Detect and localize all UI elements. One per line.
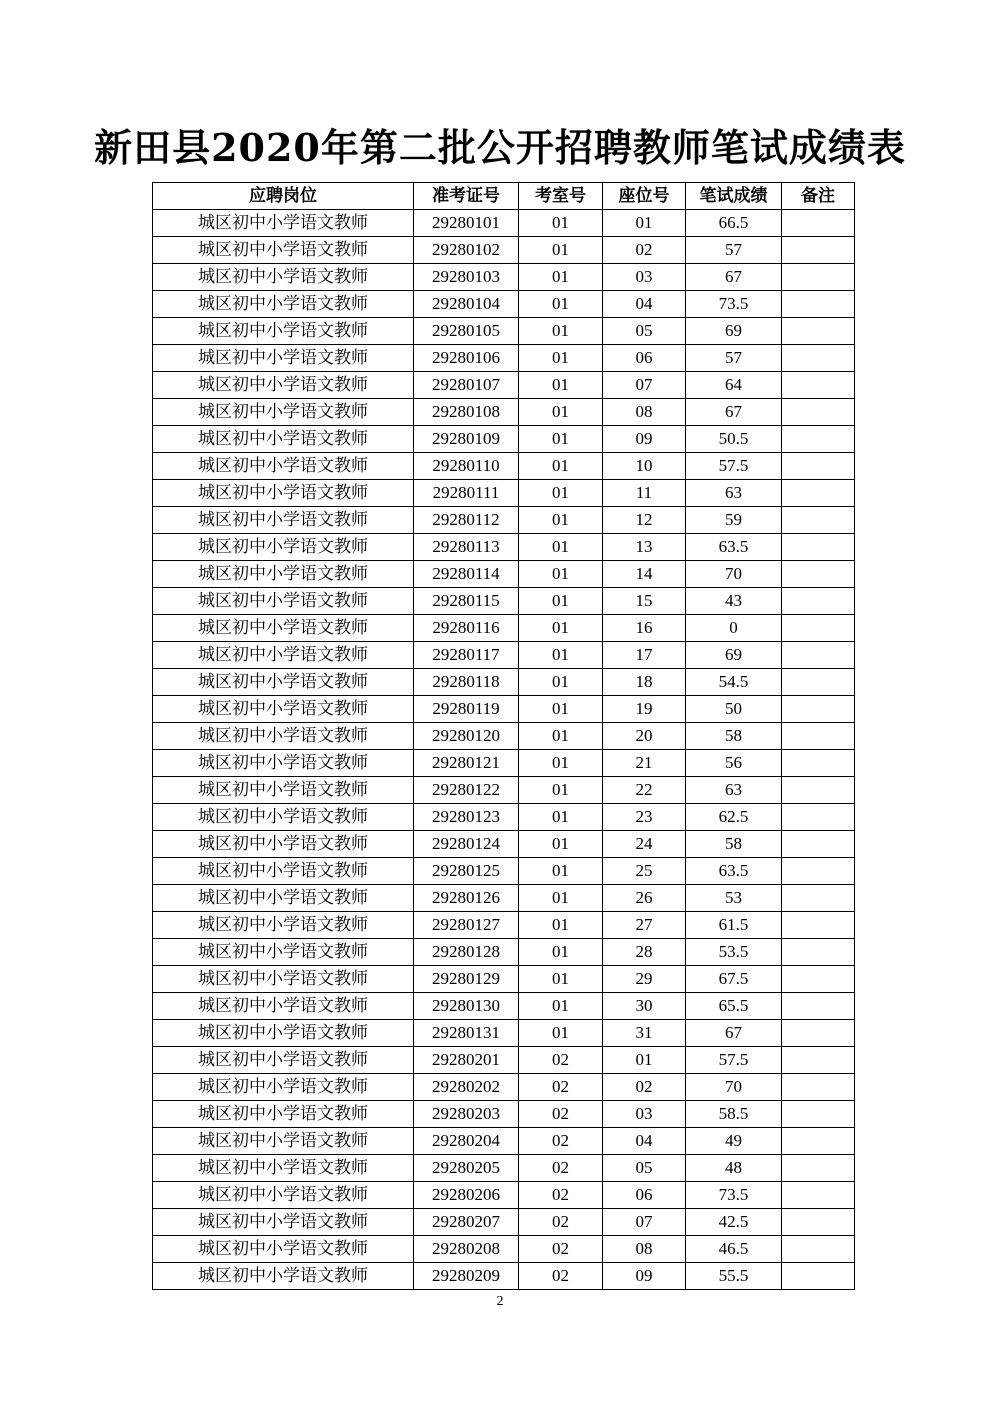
cell-written-score: 57 [686, 237, 782, 264]
cell-seat-number: 08 [603, 399, 686, 426]
header-position: 应聘岗位 [153, 183, 414, 210]
cell-position: 城区初中小学语文教师 [153, 534, 414, 561]
cell-written-score: 46.5 [686, 1236, 782, 1263]
cell-position: 城区初中小学语文教师 [153, 507, 414, 534]
cell-position: 城区初中小学语文教师 [153, 1236, 414, 1263]
cell-seat-number: 16 [603, 615, 686, 642]
table-row [153, 345, 855, 372]
cell-position: 城区初中小学语文教师 [153, 399, 414, 426]
cell-remarks [782, 669, 855, 696]
cell-seat-number: 07 [603, 1209, 686, 1236]
cell-remarks [782, 1101, 855, 1128]
cell-seat-number: 10 [603, 453, 686, 480]
table-row [153, 588, 855, 615]
table-row [153, 480, 855, 507]
cell-exam-room: 01 [519, 291, 603, 318]
cell-ticket-number: 29280205 [414, 1155, 519, 1182]
cell-seat-number: 03 [603, 264, 686, 291]
cell-position: 城区初中小学语文教师 [153, 588, 414, 615]
cell-exam-room: 01 [519, 345, 603, 372]
cell-seat-number: 04 [603, 291, 686, 318]
table-row [153, 210, 855, 237]
cell-exam-room: 02 [519, 1074, 603, 1101]
cell-position: 城区初中小学语文教师 [153, 804, 414, 831]
cell-exam-room: 01 [519, 534, 603, 561]
cell-remarks [782, 534, 855, 561]
cell-written-score: 70 [686, 1074, 782, 1101]
cell-position: 城区初中小学语文教师 [153, 1020, 414, 1047]
cell-written-score: 63 [686, 777, 782, 804]
cell-exam-room: 01 [519, 777, 603, 804]
header-ticket-number: 准考证号 [414, 183, 519, 210]
table-row [153, 1047, 855, 1074]
cell-position: 城区初中小学语文教师 [153, 1047, 414, 1074]
cell-ticket-number: 29280126 [414, 885, 519, 912]
cell-remarks [782, 696, 855, 723]
cell-written-score: 42.5 [686, 1209, 782, 1236]
table-row [153, 993, 855, 1020]
cell-remarks [782, 561, 855, 588]
table-row [153, 723, 855, 750]
cell-seat-number: 02 [603, 1074, 686, 1101]
cell-remarks [782, 291, 855, 318]
cell-position: 城区初中小学语文教师 [153, 318, 414, 345]
cell-exam-room: 01 [519, 1020, 603, 1047]
cell-ticket-number: 29280128 [414, 939, 519, 966]
cell-position: 城区初中小学语文教师 [153, 777, 414, 804]
table-row [153, 561, 855, 588]
cell-remarks [782, 210, 855, 237]
cell-remarks [782, 777, 855, 804]
table-row [153, 318, 855, 345]
cell-written-score: 73.5 [686, 291, 782, 318]
cell-position: 城区初中小学语文教师 [153, 1128, 414, 1155]
cell-ticket-number: 29280108 [414, 399, 519, 426]
cell-remarks [782, 237, 855, 264]
table-row [153, 399, 855, 426]
cell-exam-room: 02 [519, 1101, 603, 1128]
cell-ticket-number: 29280204 [414, 1128, 519, 1155]
cell-position: 城区初中小学语文教师 [153, 615, 414, 642]
cell-written-score: 61.5 [686, 912, 782, 939]
cell-seat-number: 28 [603, 939, 686, 966]
cell-exam-room: 01 [519, 750, 603, 777]
table-row [153, 507, 855, 534]
cell-position: 城区初中小学语文教师 [153, 345, 414, 372]
table-row [153, 1020, 855, 1047]
cell-remarks [782, 804, 855, 831]
cell-seat-number: 03 [603, 1101, 686, 1128]
cell-position: 城区初中小学语文教师 [153, 831, 414, 858]
cell-ticket-number: 29280123 [414, 804, 519, 831]
cell-position: 城区初中小学语文教师 [153, 561, 414, 588]
table-row [153, 1182, 855, 1209]
cell-exam-room: 02 [519, 1209, 603, 1236]
cell-position: 城区初中小学语文教师 [153, 966, 414, 993]
cell-exam-room: 01 [519, 318, 603, 345]
cell-remarks [782, 831, 855, 858]
cell-seat-number: 29 [603, 966, 686, 993]
cell-written-score: 67 [686, 399, 782, 426]
table-row [153, 426, 855, 453]
table-row [153, 939, 855, 966]
cell-remarks [782, 1236, 855, 1263]
cell-exam-room: 01 [519, 426, 603, 453]
cell-ticket-number: 29280111 [414, 480, 519, 507]
cell-written-score: 43 [686, 588, 782, 615]
cell-seat-number: 01 [603, 210, 686, 237]
cell-written-score: 56 [686, 750, 782, 777]
cell-remarks [782, 480, 855, 507]
cell-position: 城区初中小学语文教师 [153, 1209, 414, 1236]
cell-seat-number: 15 [603, 588, 686, 615]
cell-written-score: 49 [686, 1128, 782, 1155]
cell-remarks [782, 426, 855, 453]
cell-ticket-number: 29280104 [414, 291, 519, 318]
cell-exam-room: 01 [519, 858, 603, 885]
cell-exam-room: 01 [519, 993, 603, 1020]
cell-ticket-number: 29280118 [414, 669, 519, 696]
cell-exam-room: 01 [519, 939, 603, 966]
table-row [153, 804, 855, 831]
cell-seat-number: 09 [603, 426, 686, 453]
cell-exam-room: 01 [519, 885, 603, 912]
table-row [153, 291, 855, 318]
table-row [153, 777, 855, 804]
cell-exam-room: 02 [519, 1263, 603, 1290]
cell-seat-number: 22 [603, 777, 686, 804]
table-row [153, 1101, 855, 1128]
cell-ticket-number: 29280110 [414, 453, 519, 480]
cell-exam-room: 01 [519, 480, 603, 507]
cell-seat-number: 12 [603, 507, 686, 534]
cell-ticket-number: 29280103 [414, 264, 519, 291]
cell-ticket-number: 29280207 [414, 1209, 519, 1236]
cell-position: 城区初中小学语文教师 [153, 453, 414, 480]
cell-remarks [782, 885, 855, 912]
cell-seat-number: 01 [603, 1047, 686, 1074]
cell-ticket-number: 29280202 [414, 1074, 519, 1101]
cell-seat-number: 02 [603, 237, 686, 264]
table-row [153, 966, 855, 993]
cell-ticket-number: 29280101 [414, 210, 519, 237]
cell-remarks [782, 507, 855, 534]
cell-written-score: 69 [686, 642, 782, 669]
cell-seat-number: 31 [603, 1020, 686, 1047]
table-row [153, 642, 855, 669]
table-row [153, 912, 855, 939]
table-row [153, 534, 855, 561]
cell-remarks [782, 1182, 855, 1209]
cell-ticket-number: 29280208 [414, 1236, 519, 1263]
cell-written-score: 63.5 [686, 534, 782, 561]
cell-ticket-number: 29280114 [414, 561, 519, 588]
table-row [153, 264, 855, 291]
cell-position: 城区初中小学语文教师 [153, 696, 414, 723]
cell-seat-number: 06 [603, 1182, 686, 1209]
cell-ticket-number: 29280131 [414, 1020, 519, 1047]
cell-remarks [782, 453, 855, 480]
header-written-score: 笔试成绩 [686, 183, 782, 210]
cell-remarks [782, 1074, 855, 1101]
cell-exam-room: 01 [519, 399, 603, 426]
cell-position: 城区初中小学语文教师 [153, 993, 414, 1020]
cell-position: 城区初中小学语文教师 [153, 237, 414, 264]
cell-exam-room: 01 [519, 723, 603, 750]
cell-ticket-number: 29280116 [414, 615, 519, 642]
cell-remarks [782, 1128, 855, 1155]
cell-position: 城区初中小学语文教师 [153, 912, 414, 939]
cell-remarks [782, 750, 855, 777]
cell-position: 城区初中小学语文教师 [153, 264, 414, 291]
cell-ticket-number: 29280121 [414, 750, 519, 777]
cell-exam-room: 01 [519, 561, 603, 588]
cell-position: 城区初中小学语文教师 [153, 426, 414, 453]
cell-written-score: 53 [686, 885, 782, 912]
table-row [153, 831, 855, 858]
cell-ticket-number: 29280129 [414, 966, 519, 993]
cell-ticket-number: 29280105 [414, 318, 519, 345]
table-row [153, 453, 855, 480]
cell-ticket-number: 29280130 [414, 993, 519, 1020]
cell-ticket-number: 29280120 [414, 723, 519, 750]
cell-written-score: 73.5 [686, 1182, 782, 1209]
cell-position: 城区初中小学语文教师 [153, 939, 414, 966]
cell-ticket-number: 29280209 [414, 1263, 519, 1290]
cell-seat-number: 18 [603, 669, 686, 696]
cell-remarks [782, 993, 855, 1020]
table-row [153, 885, 855, 912]
cell-seat-number: 14 [603, 561, 686, 588]
cell-seat-number: 05 [603, 318, 686, 345]
cell-written-score: 55.5 [686, 1263, 782, 1290]
cell-written-score: 50.5 [686, 426, 782, 453]
cell-position: 城区初中小学语文教师 [153, 1182, 414, 1209]
cell-remarks [782, 264, 855, 291]
cell-position: 城区初中小学语文教师 [153, 750, 414, 777]
cell-written-score: 64 [686, 372, 782, 399]
cell-ticket-number: 29280119 [414, 696, 519, 723]
cell-written-score: 67 [686, 1020, 782, 1047]
table-row [153, 1128, 855, 1155]
cell-seat-number: 05 [603, 1155, 686, 1182]
cell-exam-room: 01 [519, 966, 603, 993]
cell-written-score: 63 [686, 480, 782, 507]
table-row [153, 1236, 855, 1263]
cell-ticket-number: 29280107 [414, 372, 519, 399]
cell-remarks [782, 399, 855, 426]
score-table [152, 182, 855, 1290]
cell-seat-number: 20 [603, 723, 686, 750]
cell-written-score: 70 [686, 561, 782, 588]
cell-exam-room: 01 [519, 912, 603, 939]
cell-written-score: 54.5 [686, 669, 782, 696]
cell-exam-room: 01 [519, 642, 603, 669]
table-body [153, 210, 855, 1290]
cell-written-score: 67 [686, 264, 782, 291]
table-row [153, 615, 855, 642]
cell-written-score: 57 [686, 345, 782, 372]
cell-exam-room: 02 [519, 1047, 603, 1074]
header-seat-number: 座位号 [603, 183, 686, 210]
cell-ticket-number: 29280203 [414, 1101, 519, 1128]
cell-position: 城区初中小学语文教师 [153, 1101, 414, 1128]
cell-ticket-number: 29280122 [414, 777, 519, 804]
cell-written-score: 67.5 [686, 966, 782, 993]
cell-written-score: 59 [686, 507, 782, 534]
cell-written-score: 69 [686, 318, 782, 345]
cell-exam-room: 01 [519, 372, 603, 399]
cell-position: 城区初中小学语文教师 [153, 1074, 414, 1101]
cell-seat-number: 09 [603, 1263, 686, 1290]
cell-position: 城区初中小学语文教师 [153, 669, 414, 696]
cell-written-score: 53.5 [686, 939, 782, 966]
cell-ticket-number: 29280117 [414, 642, 519, 669]
cell-ticket-number: 29280201 [414, 1047, 519, 1074]
cell-ticket-number: 29280127 [414, 912, 519, 939]
page-number: 2 [496, 1294, 504, 1309]
cell-seat-number: 06 [603, 345, 686, 372]
header-remarks: 备注 [782, 183, 855, 210]
cell-remarks [782, 858, 855, 885]
header-exam-room: 考室号 [519, 183, 603, 210]
cell-remarks [782, 723, 855, 750]
cell-position: 城区初中小学语文教师 [153, 291, 414, 318]
cell-seat-number: 21 [603, 750, 686, 777]
table-row [153, 750, 855, 777]
cell-position: 城区初中小学语文教师 [153, 372, 414, 399]
cell-position: 城区初中小学语文教师 [153, 642, 414, 669]
cell-written-score: 66.5 [686, 210, 782, 237]
cell-ticket-number: 29280102 [414, 237, 519, 264]
cell-position: 城区初中小学语文教师 [153, 723, 414, 750]
cell-position: 城区初中小学语文教师 [153, 858, 414, 885]
cell-exam-room: 01 [519, 210, 603, 237]
cell-written-score: 58.5 [686, 1101, 782, 1128]
cell-exam-room: 02 [519, 1236, 603, 1263]
cell-ticket-number: 29280112 [414, 507, 519, 534]
cell-seat-number: 27 [603, 912, 686, 939]
cell-exam-room: 01 [519, 453, 603, 480]
cell-exam-room: 01 [519, 507, 603, 534]
cell-seat-number: 13 [603, 534, 686, 561]
cell-remarks [782, 1020, 855, 1047]
cell-position: 城区初中小学语文教师 [153, 480, 414, 507]
cell-remarks [782, 939, 855, 966]
cell-written-score: 57.5 [686, 453, 782, 480]
cell-remarks [782, 318, 855, 345]
cell-seat-number: 04 [603, 1128, 686, 1155]
table-row [153, 669, 855, 696]
cell-ticket-number: 29280106 [414, 345, 519, 372]
cell-remarks [782, 372, 855, 399]
cell-position: 城区初中小学语文教师 [153, 885, 414, 912]
cell-remarks [782, 588, 855, 615]
cell-remarks [782, 1155, 855, 1182]
cell-written-score: 65.5 [686, 993, 782, 1020]
cell-written-score: 57.5 [686, 1047, 782, 1074]
cell-seat-number: 30 [603, 993, 686, 1020]
cell-written-score: 48 [686, 1155, 782, 1182]
cell-ticket-number: 29280115 [414, 588, 519, 615]
cell-position: 城区初中小学语文教师 [153, 1155, 414, 1182]
page-title: 新田县2020年第二批公开招聘教师笔试成绩表 [94, 125, 906, 170]
cell-remarks [782, 1047, 855, 1074]
cell-written-score: 62.5 [686, 804, 782, 831]
cell-written-score: 50 [686, 696, 782, 723]
cell-seat-number: 08 [603, 1236, 686, 1263]
table-row [153, 696, 855, 723]
table-header-row [153, 183, 855, 210]
cell-seat-number: 25 [603, 858, 686, 885]
cell-written-score: 63.5 [686, 858, 782, 885]
table-row [153, 1074, 855, 1101]
table-row [153, 237, 855, 264]
cell-seat-number: 07 [603, 372, 686, 399]
cell-exam-room: 02 [519, 1155, 603, 1182]
cell-seat-number: 23 [603, 804, 686, 831]
cell-exam-room: 01 [519, 264, 603, 291]
cell-position: 城区初中小学语文教师 [153, 210, 414, 237]
table-row [153, 1155, 855, 1182]
cell-written-score: 58 [686, 831, 782, 858]
cell-exam-room: 01 [519, 237, 603, 264]
cell-seat-number: 26 [603, 885, 686, 912]
cell-ticket-number: 29280125 [414, 858, 519, 885]
cell-exam-room: 02 [519, 1182, 603, 1209]
cell-ticket-number: 29280206 [414, 1182, 519, 1209]
table-row [153, 1263, 855, 1290]
cell-position: 城区初中小学语文教师 [153, 1263, 414, 1290]
cell-ticket-number: 29280124 [414, 831, 519, 858]
cell-remarks [782, 912, 855, 939]
cell-seat-number: 19 [603, 696, 686, 723]
cell-exam-room: 02 [519, 1128, 603, 1155]
cell-ticket-number: 29280109 [414, 426, 519, 453]
table-row [153, 1209, 855, 1236]
cell-remarks [782, 642, 855, 669]
cell-seat-number: 24 [603, 831, 686, 858]
cell-ticket-number: 29280113 [414, 534, 519, 561]
cell-remarks [782, 345, 855, 372]
cell-remarks [782, 1263, 855, 1290]
cell-seat-number: 17 [603, 642, 686, 669]
cell-remarks [782, 615, 855, 642]
cell-exam-room: 01 [519, 804, 603, 831]
cell-written-score: 58 [686, 723, 782, 750]
cell-remarks [782, 966, 855, 993]
cell-remarks [782, 1209, 855, 1236]
table-row [153, 372, 855, 399]
cell-exam-room: 01 [519, 588, 603, 615]
cell-written-score: 0 [686, 615, 782, 642]
cell-seat-number: 11 [603, 480, 686, 507]
cell-exam-room: 01 [519, 669, 603, 696]
table-row [153, 858, 855, 885]
cell-exam-room: 01 [519, 831, 603, 858]
cell-exam-room: 01 [519, 696, 603, 723]
cell-exam-room: 01 [519, 615, 603, 642]
